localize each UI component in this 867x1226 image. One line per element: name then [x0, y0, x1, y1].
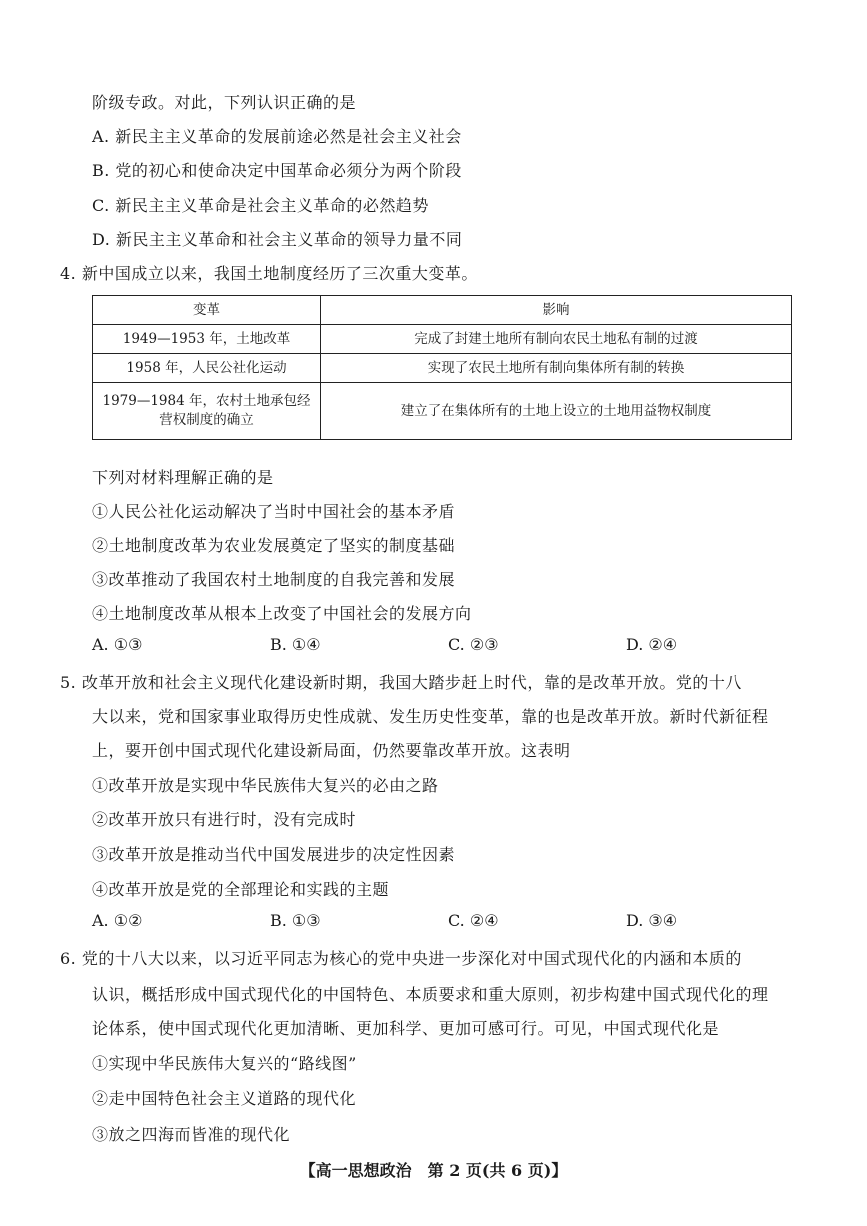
q6-stem-line-1: 6. 党的十八大以来，以习近平同志为核心的党中央进一步深化对中国式现代化的内涵和本质的	[60, 949, 742, 968]
q6-stem-line-2: 认识，概括形成中国式现代化的中国特色、本质要求和重大原则，初步构建中国式现代化的理	[92, 985, 769, 1004]
q4-choice-b: B. ①④	[270, 635, 321, 654]
q5-stem-line-3: 上，要开创中国式现代化建设新局面，仍然要靠改革开放。这表明	[92, 741, 571, 760]
q3-option-b: B. 党的初心和使命决定中国革命必须分为两个阶段	[92, 161, 462, 180]
q5-choice-b: B. ①③	[270, 911, 321, 930]
q5-statement-1: ①改革开放是实现中华民族伟大复兴的必由之路	[92, 776, 439, 795]
table-cell: 实现了农民土地所有制向集体所有制的转换	[321, 354, 792, 383]
q6-statement-1: ①实现中华民族伟大复兴的“路线图”	[92, 1054, 357, 1073]
q5-choice-d: D. ③④	[626, 911, 678, 930]
q5-choices	[92, 911, 804, 930]
q5-choice-a: A. ①②	[92, 911, 143, 930]
table-header-reform: 变革	[93, 296, 321, 325]
table-header-row	[93, 296, 792, 325]
q4-stem: 4. 新中国成立以来，我国土地制度经历了三次重大变革。	[60, 264, 478, 283]
q3-option-d: D. 新民主主义革命和社会主义革命的领导力量不同	[92, 230, 463, 249]
q3-stem-end: 阶级专政。对此，下列认识正确的是	[92, 93, 357, 112]
q4-choice-c: C. ②③	[448, 635, 499, 654]
table-cell: 1979—1984 年，农村土地承包经营权制度的确立	[93, 383, 321, 440]
q4-choice-a: A. ①③	[92, 635, 143, 654]
q3-option-a: A. 新民主主义革命的发展前途必然是社会主义社会	[92, 127, 462, 146]
table-row	[93, 383, 792, 440]
q4-choices	[92, 635, 804, 654]
q4-statement-4: ④土地制度改革从根本上改变了中国社会的发展方向	[92, 604, 472, 623]
q4-choice-d: D. ②④	[626, 635, 678, 654]
q4-question: 下列对材料理解正确的是	[92, 468, 274, 487]
table-row	[93, 325, 792, 354]
table-row	[93, 354, 792, 383]
table-cell: 1958 年，人民公社化运动	[93, 354, 321, 383]
q6-statement-3: ③放之四海而皆准的现代化	[92, 1125, 291, 1144]
q6-statement-2: ②走中国特色社会主义道路的现代化	[92, 1089, 357, 1108]
land-reform-table	[92, 295, 792, 440]
table-cell: 1949—1953 年，土地改革	[93, 325, 321, 354]
table-cell: 建立了在集体所有的土地上设立的土地用益物权制度	[321, 383, 792, 440]
q4-statement-1: ①人民公社化运动解决了当时中国社会的基本矛盾	[92, 502, 456, 521]
q4-statement-2: ②土地制度改革为农业发展奠定了坚实的制度基础	[92, 536, 456, 555]
table-header-impact: 影响	[321, 296, 792, 325]
q5-statement-2: ②改革开放只有进行时，没有完成时	[92, 810, 357, 829]
table-cell: 完成了封建土地所有制向农民土地私有制的过渡	[321, 325, 792, 354]
q5-statement-3: ③改革开放是推动当代中国发展进步的决定性因素	[92, 845, 456, 864]
page-footer: 【高一思想政治 第 2 页(共 6 页)】	[299, 1161, 568, 1180]
q5-stem-line-1: 5. 改革开放和社会主义现代化建设新时期，我国大踏步赶上时代，靠的是改革开放。党的十八	[60, 673, 742, 692]
q5-choice-c: C. ②④	[448, 911, 499, 930]
q3-option-c: C. 新民主主义革命是社会主义革命的必然趋势	[92, 196, 429, 215]
q5-stem-line-2: 大以来，党和国家事业取得历史性成就、发生历史性变革，靠的也是改革开放。新时代新征程	[92, 707, 769, 726]
q5-statement-4: ④改革开放是党的全部理论和实践的主题	[92, 880, 390, 899]
q4-statement-3: ③改革推动了我国农村土地制度的自我完善和发展	[92, 570, 456, 589]
q6-stem-line-3: 论体系，使中国式现代化更加清晰、更加科学、更加可感可行。可见，中国式现代化是	[92, 1019, 720, 1038]
